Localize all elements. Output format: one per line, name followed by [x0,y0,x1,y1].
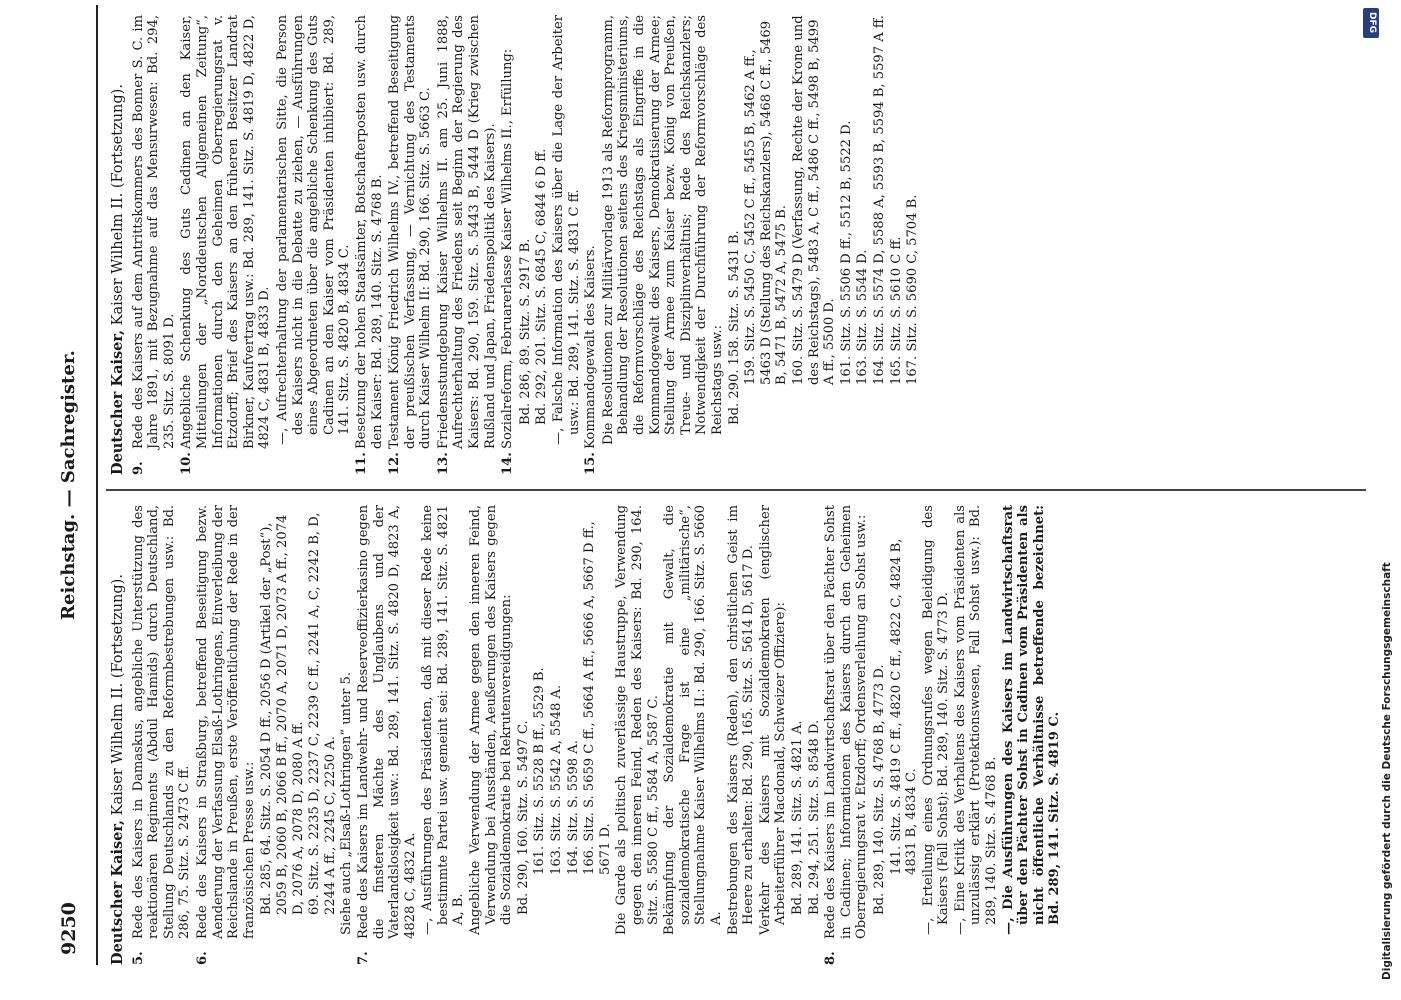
sub-entry: —, Eine Kritik des Verhaltens des Kaisers vom Präsidenten als unzulässig erklärt (Protektionswesen, Fall Sohst usw.): Bd. 289, 140. Sitz. S. 4768 B. [952,505,1000,935]
entry-10 [179,15,273,475]
sub-entry: Verkehr des Kaisers mit Sozialdemokraten (englischer Arbeiterführer Macdonald, Schweizer Offiziere): [757,505,789,935]
sub-entry: Die Resolutionen zur Militärvorlage 1913 als Reformprogramm, Behandlung der Resolutionen seitens des Kriegsministeriums, die Reformvorschläge des Reichstags als Eingriffe in die Kommandogewalt des Kaisers, Demokratisierung der Armee; Stellung der Armee zum Kaiser bezw. König von Preußen, Treue- und Disziplinverhältnis; Rede des Reichskanzlers; Notwendigkeit der Durchführung der Reformvorschläge des Reichstags usw.: [600,15,725,445]
running-head: Reichstag. — Sachregister. [58,350,79,620]
see-also: Siehe auch „Elsaß-Lothringen“ unter 5. [339,671,355,935]
reference-line: Bd. 292, 201. Sitz. S. 6845 C, 6844 6 D ff. [534,148,550,425]
sub-entry: Bekämpfung der Sozialdemokratie mit Gewalt, die sozialdemokratische Frage ist eine „militärische“, Stellungnahme Kaiser Wilhelms II.: Bd. 290, 166. Sitz. S. 5660 A. [662,505,724,935]
entry-number: 8. [823,951,839,965]
column-title [110,15,127,475]
entry-text: Rede des Kaisers im Landwirtschaftsrat über den Pächter Sohst in Cadinen; Informationen des Kaisers durch den Geheimen Oberregierungsrat v. Etzdorff; Ordensverleihung an Sohst usw.: [823,505,870,939]
reference-line: 69. Sitz. S. 2235 D, 2237 C, 2239 C ff., 2241 A, C, 2242 B, D, 2244 A ff., 2245 C, 2250 A. [307,512,338,915]
left-column [110,505,1370,965]
sub-entry: Bestrebungen des Kaisers (Reden), den christlichen Geist im Heere zu erhalten: Bd. 290, 165. Sitz. S. 5614 D, 5617 D. [725,505,757,935]
entry-text: Rede des Kaisers auf dem Antrittskommers des Bonner S. C. im Jahre 1891, mit Bezugnahme auf das Mensurwesen: Bd. 294, 235. Sitz. S. 8091 D. [130,15,177,449]
entry-number: 10. [179,452,195,475]
reference-line: 141. Sitz. S. 4819 C ff., 4820 C ff., 4822 C, 4824 B, 4831 B, 4834 C. [888,538,920,875]
entry-text: Kommandogewalt des Kaisers. [583,245,599,449]
reference-line: Bd. 285, 64. Sitz. S. 2054 D ff., 2056 D (Artikel der „Post“), 2059 B, 2060 B, 2066 B ff., 2070 A, 2071 D, 2073 A ff., 2074 D, 2076 A, 2078 D, 2080 A ff. [259,514,306,915]
digitization-note [1361,10,1393,995]
reference-line: Bd. 290, 160. Sitz. S. 5497 C. [515,720,531,915]
reference-line: 163. Sitz. S. 5544 D. [855,249,871,385]
column-title-rest: Kaiser Wilhelm II. (Fortsetzung). [110,574,126,816]
entry-7 [356,505,418,965]
sub-entry: Angebliche Verwendung der Armee gegen den inneren Feind, Verwendung bei Ausständen, Aeußerungen des Kaisers gegen die Sozialdemokratie bei Rekrutenvereidigungen: [468,505,515,935]
column-title-bold: Deutscher Kaiser, [109,819,126,965]
reference-line: 161. Sitz. S. 5506 D ff., 5512 B, 5522 D. [838,120,854,385]
reference-line: 165. Sitz. S. 5610 C ff. [888,236,904,385]
entry-number: 5. [130,951,146,965]
column-divider [106,490,1366,492]
entry-number: 7. [355,951,371,965]
page-number: 9250 [58,902,80,955]
reference-line: 161. Sitz. S. 5528 B ff., 5529 B. [532,667,548,875]
entry-text: Besetzung der hohen Staatsämter, Botschafterposten usw. durch den Kaiser: Bd. 289, 140. Sitz. S. 4768 B. [353,15,385,449]
reference-line: Bd. 290. 158. Sitz. S. 5431 B. [726,230,742,425]
entry-15 [583,15,599,475]
dfg-logo-text: DFG [1367,12,1377,34]
digitization-note-text: Digitalisierung gefördert durch die Deutsche Forschungsgemeinschaft [1381,562,1393,980]
entry-text: Testament König Friedrich Wilhelms IV., betreffend Beseitigung der preußischen Verfassung, — Vernichtung des Testaments durch Kaiser Wilhelm II: Bd. 290, 166. Sitz. S. 5663 C. [387,15,434,449]
entry-number: 9. [130,461,146,475]
sub-entry: —, Ausführungen des Präsidenten, daß mit dieser Rede keine bestimmte Partei usw. gemeint sei: Bd. 289, 141. Sitz. S. 4821 A, B. [420,505,467,935]
entry-text: Rede des Kaisers im Landwehr- und Reserveoffizierkasino gegen die finsteren Mächte des Unglaubens und der Vaterlandslosigkeit usw.: Bd. 289, 141. Sitz. S. 4820 D, 4823 A, 4828 C, 4832 A. [355,505,418,939]
reference-line: 164. Sitz. S. 5574 D, 5588 A, 5593 B, 5594 B, 5597 A ff. [871,15,887,385]
entry-12 [387,15,434,475]
sub-entry: —, Erteilung eines Ordnungsrufes wegen Beleidigung des Kaisers (Fall Sohst): Bd. 289, 140. Sitz. S. 4773 D. [920,505,952,935]
column-title-rest: Kaiser Wilhelm II. (Fortsetzung). [110,84,126,326]
entry-number: 15. [583,452,599,475]
entry-text: Rede des Kaisers in Damaskus, angebliche Unterstützung des reaktionären Regiments (Abdul Hamids) durch Deutschland, Stellung Deutschlands zu den Reformbestrebungen usw.: Bd. 286, 75. Sitz. S. 2473 C ff. [130,505,193,939]
column-title-bold: Deutscher Kaiser, [109,329,126,475]
entry-number: 14. [500,452,516,475]
entry-5 [131,505,193,965]
reference-line: Bd. 286, 89. Sitz. S. 2917 B. [517,238,533,425]
sub-entry: —, Falsche Information des Kaisers über die Lage der Arbeiter usw.: Bd. 289, 141. Sitz. S. 4831 C ff. [551,15,582,445]
entry-number: 13. [435,452,451,475]
reference-line: 167. Sitz. S. 5690 C, 5704 B. [905,194,921,385]
right-column [110,15,1370,475]
entry-13 [436,15,498,475]
entry-text: Friedensstundgebung Kaiser Wilhelms II. am 25. Juni 1888, Aufrechterhaltung des Friedens seit Beginn der Regierung des Kaisers: Bd. 290, 159. Sitz. S. 5443 B, 5444 D (Krieg zwischen Rußland und Japan, Friedenspolitik des Kaisers). [435,15,498,449]
entry-14 [500,15,516,475]
reference-line: Bd. 289, 140. Sitz. S. 4768 B, 4773 D. [871,664,887,915]
reference-line: Bd. 294, 251. Sitz. S. 8548 D. [806,719,822,915]
column-title [110,505,127,965]
entry-number: 11. [353,452,369,475]
sub-entry: —, Aufrechterhaltung der parlamentarischen Sitte, die Person des Kaisers nicht in die Debatte zu ziehen, — Ausführungen eines Abgeordneten über die angebliche Schenkung des Guts Cadinen an den Kaiser vom Präsidenten inhibiert: Bd. 289, 141. Sitz. S. 4820 B, 4834 C. [274,15,353,445]
entry-number: 6. [194,951,210,965]
page-header [40,5,98,965]
entry-9 [131,15,178,475]
entry-text: Angebliche Schenkung des Guts Cadinen an den Kaiser, Mitteilungen der „Norddeutschen Allgemeinen Zeitung“, Informationen durch den Geheimen Oberregierungsrat v. Etzdorff; Brief des Kaisers an den früheren Besitzer Landrat Birkner, Kaufvertrag usw.: Bd. 289, 141. Sitz. S. 4819 D, 4822 D, 4824 C, 4831 B, 4833 D. [179,15,273,449]
sub-entry: Die Garde als politisch zuverlässige Haustruppe, Verwendung gegen den inneren Feind, Reden des Kaisers: Bd. 290, 164. Sitz. S. 5580 C ff., 5584 A, 5587 C. [614,505,661,935]
reference-line: 166. Sitz. S. 5659 C ff., 5664 A ff., 5666 A, 5667 D ff., 5671 D. [582,521,613,875]
entry-6 [195,505,257,965]
reference-line: 160. Sitz. S. 5479 D (Verfassung, Rechte der Krone und des Reichstags), 5483 A, C ff., 5486 C ff., 5498 B, 5499 A ff., 5500 D. [790,15,838,385]
entry-text: Sozialreform, Februarerlasse Kaiser Wilhelms II., Erfüllung: [500,48,516,449]
entry-text: Rede des Kaisers in Straßburg, betreffend Beseitigung bezw. Aenderung der Verfassung Elsaß-Lothringens, Einverleibung der Reichslande in Preußen, erste Veröffentlichung der Rede in der französischen Presse usw.: [194,505,257,939]
reference-line: 163. Sitz. S. 5542 A, 5548 A. [549,684,565,875]
entry-8 [823,505,870,965]
reference-line: 159. Sitz. S. 5450 C, 5452 C ff., 5455 B, 5462 A ff., 5463 D (Stellung des Reichskanzlers), 5468 C ff., 5469 B, 5471 B, 5472 A, 5475 B. [743,20,790,385]
entry-11 [354,15,385,475]
sub-entry: —, Die Ausführungen des Kaisers im Landwirtschaftsrat über den Pächter Sohst in Cadinen vom Präsidenten als nicht öffentliche Verhältnisse betreffende bezeichnet: Bd. 289, 141. Sitz. S. 4819 C. [1000,505,1063,935]
entry-number: 12. [387,452,403,475]
rotated-page-content [40,5,1380,965]
reference-line: 164. Sitz. S. 5598 A. [565,740,581,875]
reference-line: Bd. 289, 141. Sitz. S. 4821 A. [789,720,805,915]
